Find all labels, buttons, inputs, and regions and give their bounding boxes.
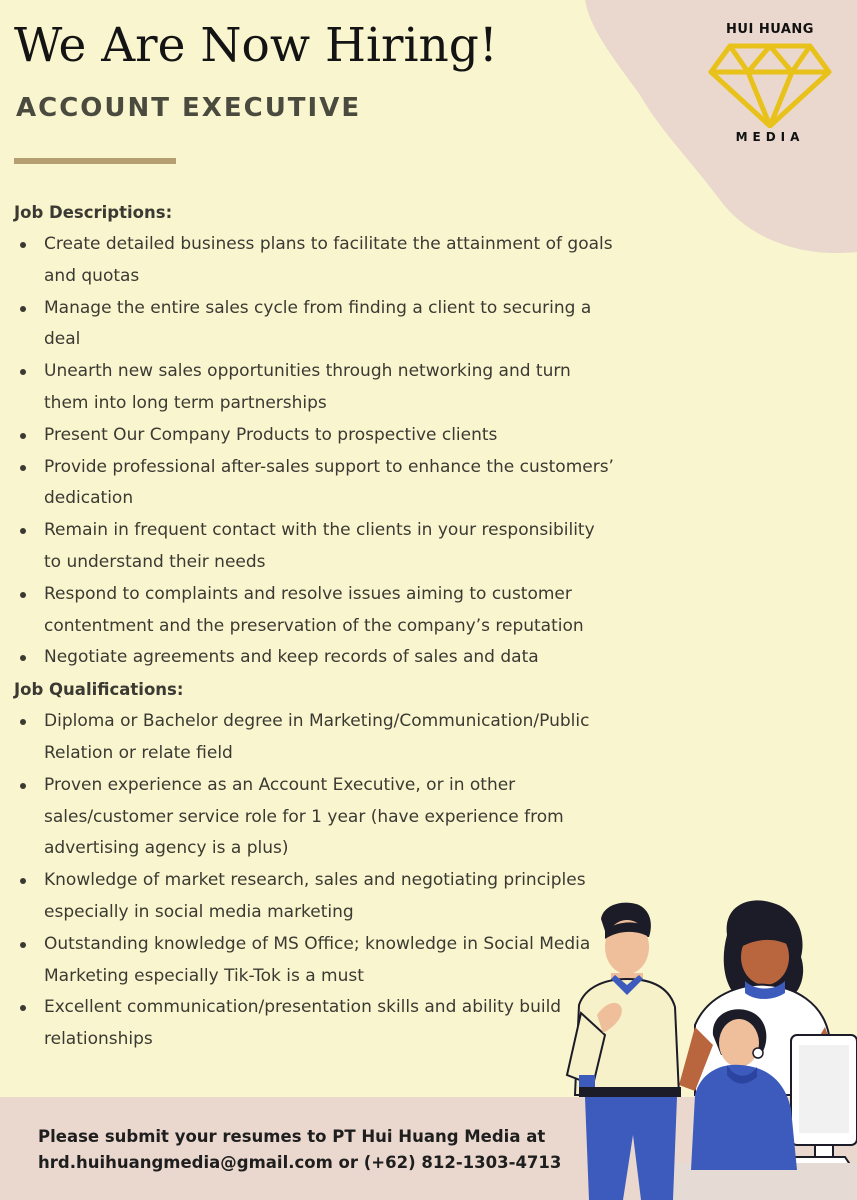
job-content <box>14 197 614 1056</box>
footer-line-2: hrd.huihuangmedia@gmail.com or (+62) 812-1303-4713 <box>38 1153 562 1172</box>
list-item: Diploma or Bachelor degree in Marketing/Communication/Public Relation or relate field <box>14 706 614 770</box>
diamond-icon <box>708 42 832 128</box>
list-item: Knowledge of market research, sales and negotiating principles especially in social media marketing <box>14 865 614 929</box>
title-divider <box>14 158 176 164</box>
footer-contact <box>38 1124 561 1176</box>
page-title: We Are Now Hiring! <box>14 18 498 73</box>
logo-bottom-text: MEDIA <box>735 130 805 144</box>
logo-top-text: HUI HUANG <box>726 22 814 37</box>
footer-line-1: Please submit your resumes to PT Hui Huang Media at <box>38 1127 546 1146</box>
job-qualifications-list <box>14 706 614 1056</box>
job-qualifications-heading: Job Qualifications: <box>14 680 184 700</box>
list-item: Manage the entire sales cycle from finding a client to securing a deal <box>14 293 614 357</box>
company-logo <box>700 18 840 150</box>
list-item: Excellent communication/presentation skills and ability build relationships <box>14 992 614 1056</box>
list-item: Remain in frequent contact with the clients in your responsibility to understand their needs <box>14 515 614 579</box>
job-position-title: ACCOUNT EXECUTIVE <box>16 93 362 123</box>
list-item: Proven experience as an Account Executive, or in other sales/customer service role for 1 year (have experience from advertising agency is a plus) <box>14 770 614 865</box>
list-item: Present Our Company Products to prospective clients <box>14 420 614 452</box>
job-descriptions-heading: Job Descriptions: <box>14 203 173 222</box>
man-standing-figure <box>567 903 681 1200</box>
list-item: Respond to complaints and resolve issues aiming to customer contentment and the preservation of the company’s reputation <box>14 579 614 643</box>
list-item: Outstanding knowledge of MS Office; knowledge in Social Media Marketing especially Tik-Tok is a must <box>14 929 614 993</box>
office-team-illustration <box>545 895 857 1200</box>
list-item: Negotiate agreements and keep records of sales and data <box>14 642 614 674</box>
list-item: Provide professional after-sales support to enhance the customers’ dedication <box>14 452 614 516</box>
list-item: Unearth new sales opportunities through networking and turn them into long term partnerships <box>14 356 614 420</box>
list-item: Create detailed business plans to facilitate the attainment of goals and quotas <box>14 229 614 293</box>
job-descriptions-list <box>14 229 614 674</box>
